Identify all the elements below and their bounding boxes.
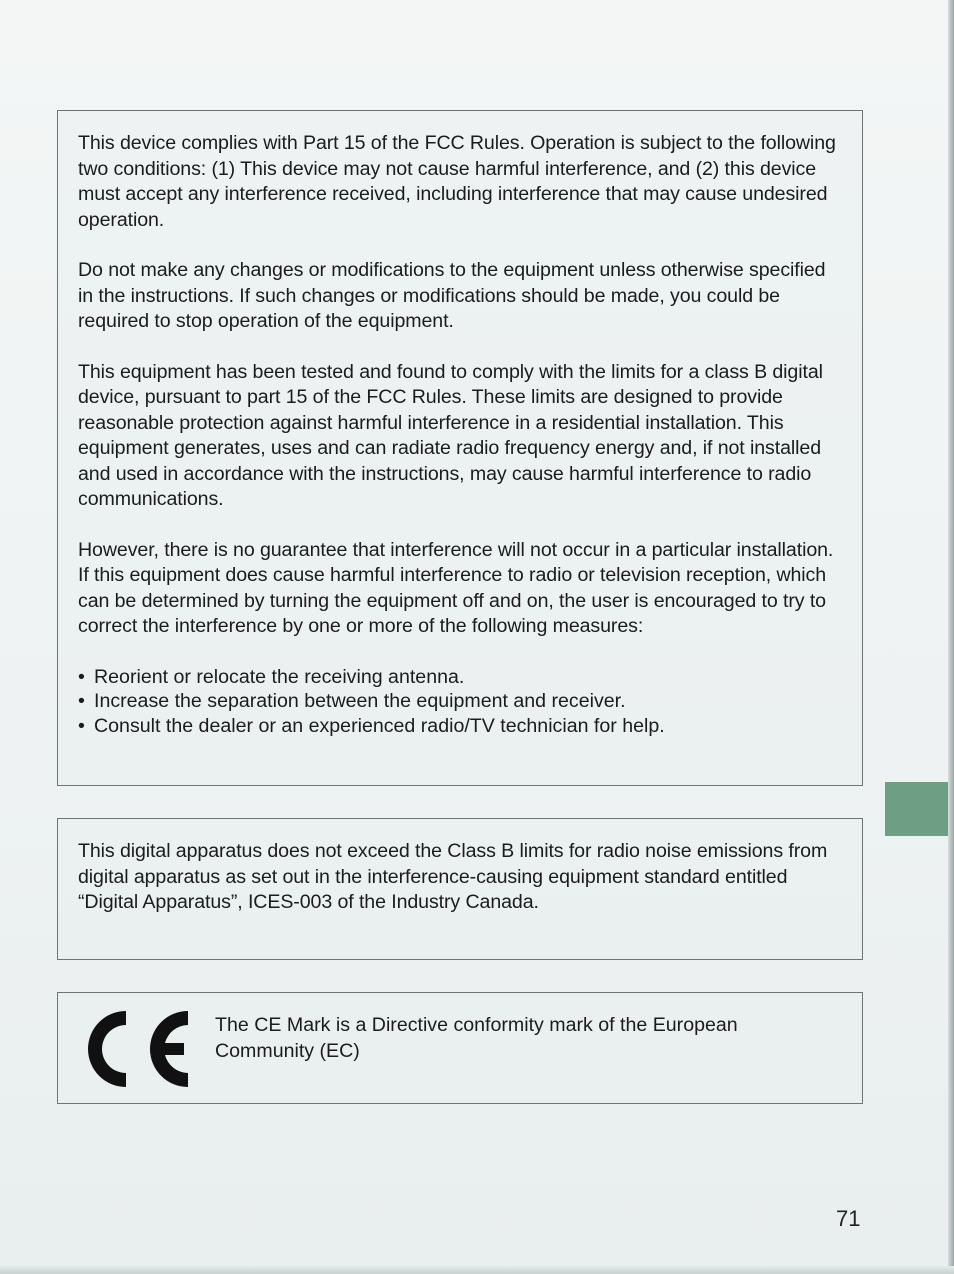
- ce-notice-box: [57, 992, 863, 1104]
- fcc-notice-box: [57, 110, 863, 786]
- bullet-icon: •: [78, 690, 85, 712]
- industry-canada-notice-box: [57, 818, 863, 960]
- fcc-paragraph-4: However, there is no guarantee that interference will not occur in a particular installation. If this equipment does cause harmful interference to radio or television reception, which can be determined by turning the equipment off and on, the user is encouraged to try to correct the interference by one or more of the following measures:: [78, 538, 834, 637]
- list-item: [78, 714, 844, 739]
- list-item: [78, 665, 844, 690]
- ce-mark-text: The CE Mark is a Directive conformity mark of the European Community (EC): [215, 1014, 738, 1062]
- ce-mark-icon: [72, 1009, 190, 1089]
- measure-text: Reorient or relocate the receiving antenna.: [94, 665, 465, 688]
- fcc-paragraph-2: Do not make any changes or modifications to the equipment unless otherwise specified in the instructions. If such changes or modifications should be made, you could be required to stop operation of the equipment.: [78, 259, 826, 332]
- fcc-paragraph-3: This equipment has been tested and found to comply with the limits for a class B digital device, pursuant to part 15 of the FCC Rules. These limits are designed to provide reasonable protection against harmful interference in a residential installation. This equipment generates, uses and can radiate radio frequency energy and, if not installed and used in accordance with the instructions, may cause harmful interference to radio communications.: [78, 360, 823, 510]
- page-edge-right: [948, 0, 954, 1274]
- measure-text: Consult the dealer or an experienced radio/TV technician for help.: [94, 714, 665, 737]
- fcc-paragraph-1: This device complies with Part 15 of the FCC Rules. Operation is subject to the following two conditions: (1) This device may not cause harmful interference, and (2) this device must accept any interference received, including interference that may cause undesired operation.: [78, 132, 836, 231]
- page-number: 71: [836, 1206, 861, 1231]
- bullet-icon: •: [78, 714, 85, 737]
- fcc-measures-list: [78, 665, 844, 739]
- list-item: [78, 689, 844, 714]
- bullet-icon: •: [78, 665, 85, 688]
- industry-canada-text: This digital apparatus does not exceed the Class B limits for radio noise emissions from digital apparatus as set out in the interference-causing equipment standard entitled “Digital Apparatus”, ICES-003 of the Industry Canada.: [78, 840, 828, 913]
- section-tab-marker: [885, 782, 954, 836]
- page-edge-bottom: [0, 1266, 954, 1274]
- measure-text: Increase the separation between the equipment and receiver.: [94, 690, 626, 712]
